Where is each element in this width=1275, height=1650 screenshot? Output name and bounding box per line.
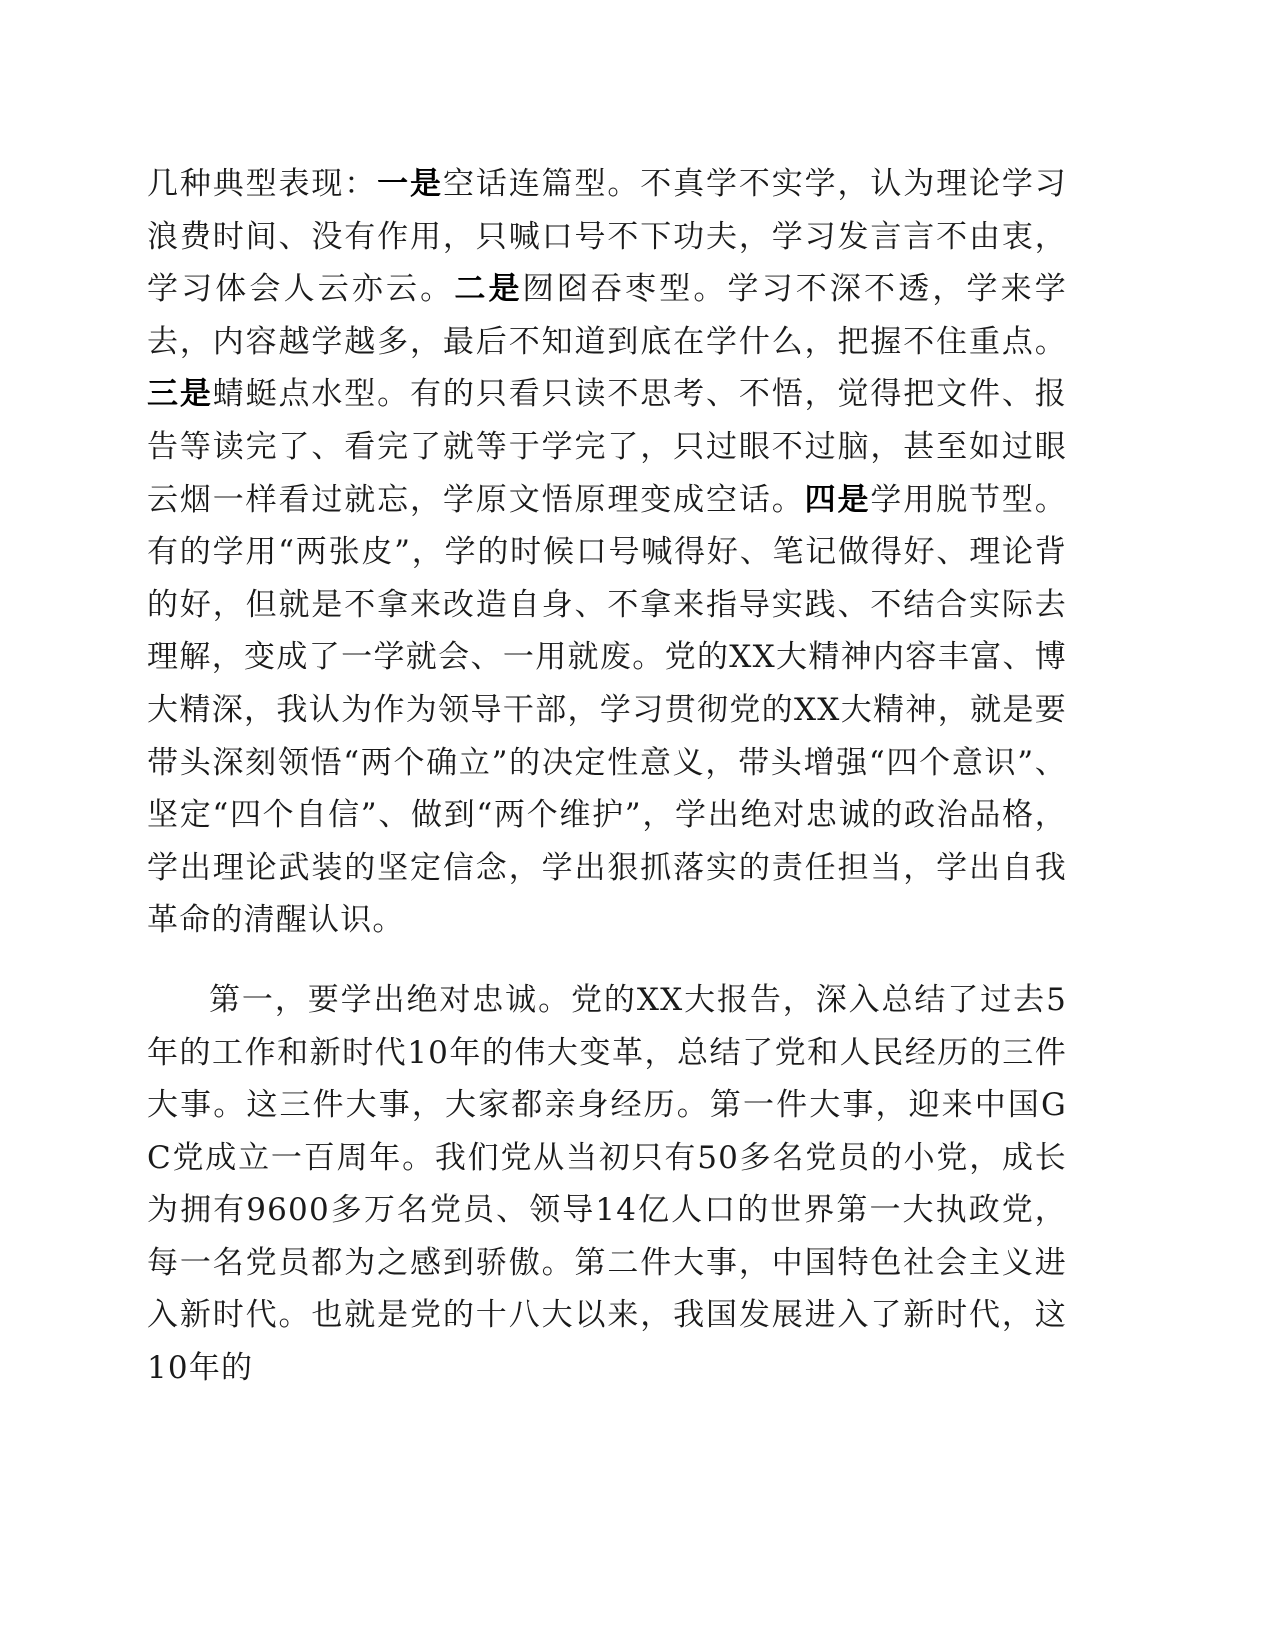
paragraph-text: 蜻蜓点水型。有的只看只读不思考、不悟，觉得把文件、报告等读完了、看完了就等于学完了，只过眼不过脑，甚至如过眼云烟一样看过就忘，学原文悟原理变成空话。 [147, 376, 1067, 518]
paragraph-text: 几种典型表现： [147, 166, 378, 202]
paragraph-text: 空话连篇型。不真学不实学，认为理论学习浪费时间、没有作用，只喊口号不下功夫，学习发言言不由衷，学习体会人云亦云。 [147, 166, 1067, 308]
lead-first: 一是 [377, 166, 443, 202]
document-page [147, 158, 1067, 1395]
lead-third: 三是 [147, 376, 213, 413]
paragraph-text: 囫囵吞枣型。学习不深不透，学来学去，内容越学越多，最后不知道到底在学什么，把握不住重点。 [147, 271, 1067, 360]
paragraph-typical-manifestations [147, 158, 1067, 947]
lead-fourth: 四是 [804, 481, 871, 518]
paragraph-absolute-loyalty: 第一，要学出绝对忠诚。党的XX大报告，深入总结了过去5年的工作和新时代10年的伟大变革，总结了党和人民经历的三件大事。这三件大事，大家都亲身经历。第一件大事，迎来中国GC党成立一百周年。我们党从当初只有50多名党员的小党，成长为拥有9600多万名党员、领导14亿人口的世界第一大执政党，每一名党员都为之感到骄傲。第二件大事，中国特色社会主义进入新时代。也就是党的十八大以来，我国发展进入了新时代，这10年的 [147, 981, 1067, 1387]
paragraph-text: 学用脱节型。有的学用“两张皮”，学的时候口号喊得好、笔记做得好、理论背的好，但就是不拿来改造自身、不拿来指导实践、不结合实际去理解，变成了一学就会、一用就废。党的XX大精神内容丰富、博大精深，我认为作为领导干部，学习贯彻党的XX大精神，就是要带头深刻领悟“两个确立”的决定性意义，带头增强“四个意识”、坚定“四个自信”、做到“两个维护”，学出绝对忠诚的政治品格，学出理论武装的坚定信念，学出狠抓落实的责任担当，学出自我革命的清醒认识。 [147, 481, 1067, 939]
lead-second: 二是 [454, 271, 523, 308]
